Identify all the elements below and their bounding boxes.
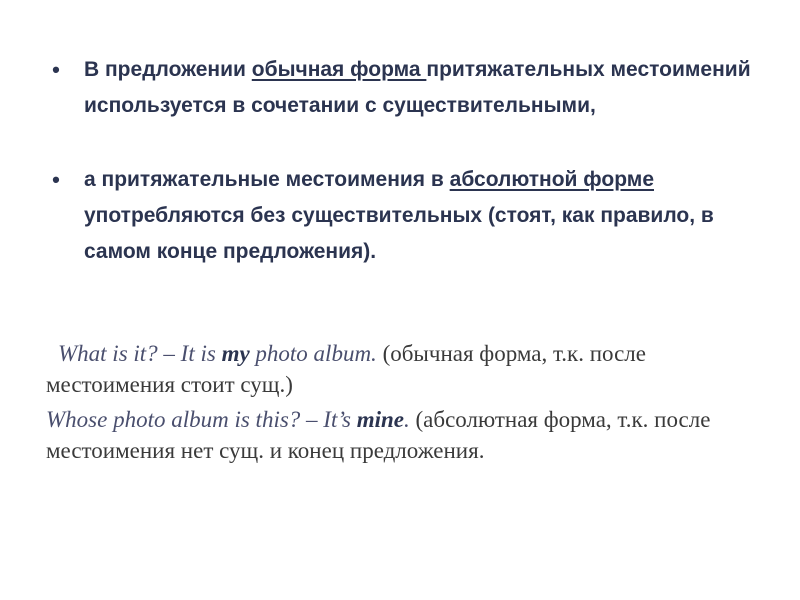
bullet-point-icon: •	[52, 57, 60, 82]
example-pronoun: my	[221, 341, 250, 366]
bullet-point-icon: •	[52, 167, 60, 192]
bullet-text-before: В предложении	[84, 58, 252, 81]
bullet-text-after: притяжательных местоимений используется в сочетании с существительными,	[84, 58, 751, 117]
example-sentence-start: What is it? – It is	[58, 341, 222, 366]
example-note: (обычная форма, т.к. после местоимения стоит сущ.)	[46, 341, 646, 397]
bullet-text-after: употребляются без существительных (стоят, как правило, в самом конце предложения).	[84, 204, 714, 263]
example-sentence-end: .	[404, 407, 410, 432]
example-note: (абсолютная форма, т.к. после местоимения нет сущ. и конец предложения.	[46, 407, 711, 463]
example-sentence-end: photo album.	[249, 341, 377, 366]
bullet-item-ordinary-form	[46, 52, 766, 124]
example-ordinary-form	[46, 338, 766, 400]
bullet-text-before: а притяжательные местоимения в	[84, 168, 450, 191]
bullet-underlined-term: обычная форма	[251, 58, 427, 81]
bullet-underlined-term: абсолютной форме	[449, 168, 654, 191]
example-absolute-form	[46, 404, 766, 466]
examples-block	[46, 338, 766, 466]
bullet-item-absolute-form	[46, 162, 766, 270]
example-sentence-start: Whose photo album is this? – It’s	[46, 407, 357, 432]
bullet-list	[46, 52, 766, 270]
example-pronoun: mine	[356, 407, 405, 432]
